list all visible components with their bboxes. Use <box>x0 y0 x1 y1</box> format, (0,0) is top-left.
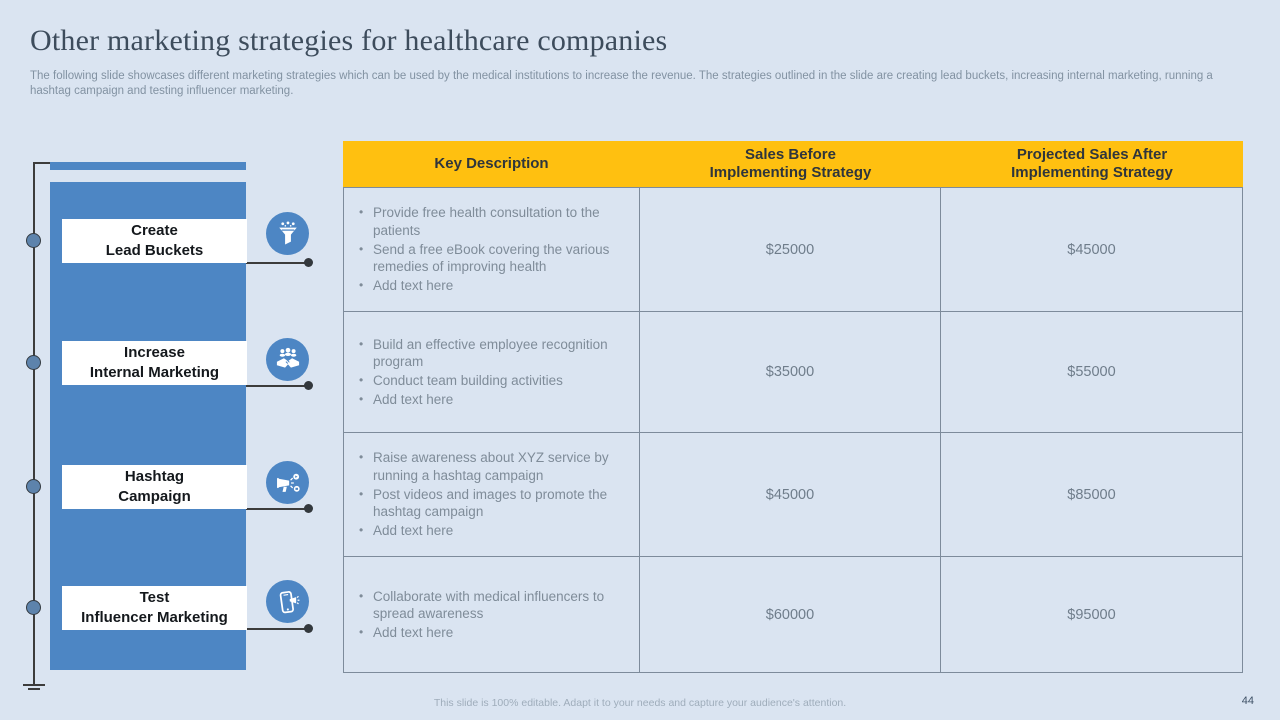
strategy-label-line2: Lead Buckets <box>105 242 204 259</box>
sales-before-cell: $45000 <box>640 433 941 557</box>
strategy-label-test-influencer-marketing <box>62 586 247 630</box>
rail-dot <box>26 355 41 370</box>
strategy-label-line1: Test <box>139 589 170 606</box>
strategy-label-increase-internal-marketing <box>62 341 247 385</box>
bullet-item: • Send a free eBook covering the various remedies of improving health <box>354 241 629 276</box>
header-line: Implementing Strategy <box>709 164 872 181</box>
phone-megaphone-icon <box>266 580 309 623</box>
connector-line <box>246 508 307 510</box>
key-description-cell <box>344 312 640 433</box>
bullet-item: • Post videos and images to promote the hashtag campaign <box>354 486 629 521</box>
strategy-table <box>343 141 1243 673</box>
strategy-label-create-lead-buckets <box>62 219 247 263</box>
bullet-list <box>354 586 629 643</box>
strategy-label-line2: Campaign <box>118 488 191 505</box>
strategy-label-line1: Increase <box>124 344 185 361</box>
sales-before-cell: $25000 <box>640 188 941 312</box>
footer-note: This slide is 100% editable. Adapt it to your needs and capture your audience's attention. <box>433 697 847 709</box>
page-title: Other marketing strategies for healthcare companies <box>30 24 668 57</box>
table-row <box>344 312 1243 433</box>
bullet-list <box>354 448 629 542</box>
bullet-list <box>354 334 629 410</box>
strategy-label-line1: Hashtag <box>124 468 185 485</box>
header-line: Sales Before <box>745 145 836 163</box>
bullet-item: • Build an effective employee recognition program <box>354 336 629 371</box>
page-number: 44 <box>1241 695 1254 707</box>
table-row <box>344 557 1243 673</box>
rail-dot <box>26 479 41 494</box>
connector-line <box>246 628 307 630</box>
bullet-item: • Provide free health consultation to the patients <box>354 204 629 239</box>
key-description-cell <box>344 557 640 673</box>
handshake-team-icon <box>266 338 309 381</box>
header-line: Implementing Strategy <box>1011 164 1173 181</box>
sales-after-cell: $45000 <box>941 188 1243 312</box>
ground-symbol-line-1 <box>23 684 45 686</box>
bullet-item: • Add text here <box>354 624 629 642</box>
table-row <box>344 433 1243 557</box>
connector-end-dot <box>304 624 313 633</box>
sales-after-cell: $95000 <box>941 557 1243 673</box>
bullet-item: • Raise awareness about XYZ service by running a hashtag campaign <box>354 449 629 484</box>
table-header-key-description <box>343 141 640 187</box>
strategy-label-line2: Internal Marketing <box>89 364 220 381</box>
table-header-row <box>343 141 1243 187</box>
sales-before-cell: $60000 <box>640 557 941 673</box>
funnel-leads-icon <box>266 212 309 255</box>
connector-end-dot <box>304 381 313 390</box>
connector-end-dot <box>304 258 313 267</box>
megaphone-media-icon <box>266 461 309 504</box>
connector-line <box>246 262 307 264</box>
strategy-label-hashtag-campaign <box>62 465 247 509</box>
table-body <box>343 187 1243 673</box>
connector-line <box>246 385 307 387</box>
strategy-label-line1: Create <box>131 222 178 239</box>
sales-after-cell: $85000 <box>941 433 1243 557</box>
connector-end-dot <box>304 504 313 513</box>
bullet-item: • Add text here <box>354 522 629 540</box>
ground-symbol-line-2 <box>28 688 40 690</box>
slide-description: The following slide showcases different marketing strategies which can be used by the medical institutions to increase the revenue. The strategies outlined in the slide are creating lead buckets, increasing internal marketing, running a hashtag campaign and testing influencer marketing. <box>30 70 1213 97</box>
header-line: Projected Sales After <box>1016 145 1168 163</box>
bullet-item: • Add text here <box>354 391 629 409</box>
accent-bar-thin <box>50 162 246 170</box>
strategy-label-line2: Influencer Marketing <box>81 609 228 626</box>
sales-before-cell: $35000 <box>640 312 941 433</box>
table-row <box>344 188 1243 312</box>
sales-after-cell: $55000 <box>941 312 1243 433</box>
bullet-list <box>354 203 629 297</box>
table-header-projected-sales-after <box>941 141 1243 187</box>
key-description-cell <box>344 433 640 557</box>
header-line: Key Description <box>434 154 549 172</box>
rail-dot <box>26 233 41 248</box>
bullet-item: • Add text here <box>354 277 629 295</box>
bullet-item: • Conduct team building activities <box>354 372 629 390</box>
key-description-cell <box>344 188 640 312</box>
rail-dot <box>26 600 41 615</box>
bullet-item: • Collaborate with medical influencers to spread awareness <box>354 588 629 623</box>
table-header-sales-before <box>640 141 941 187</box>
